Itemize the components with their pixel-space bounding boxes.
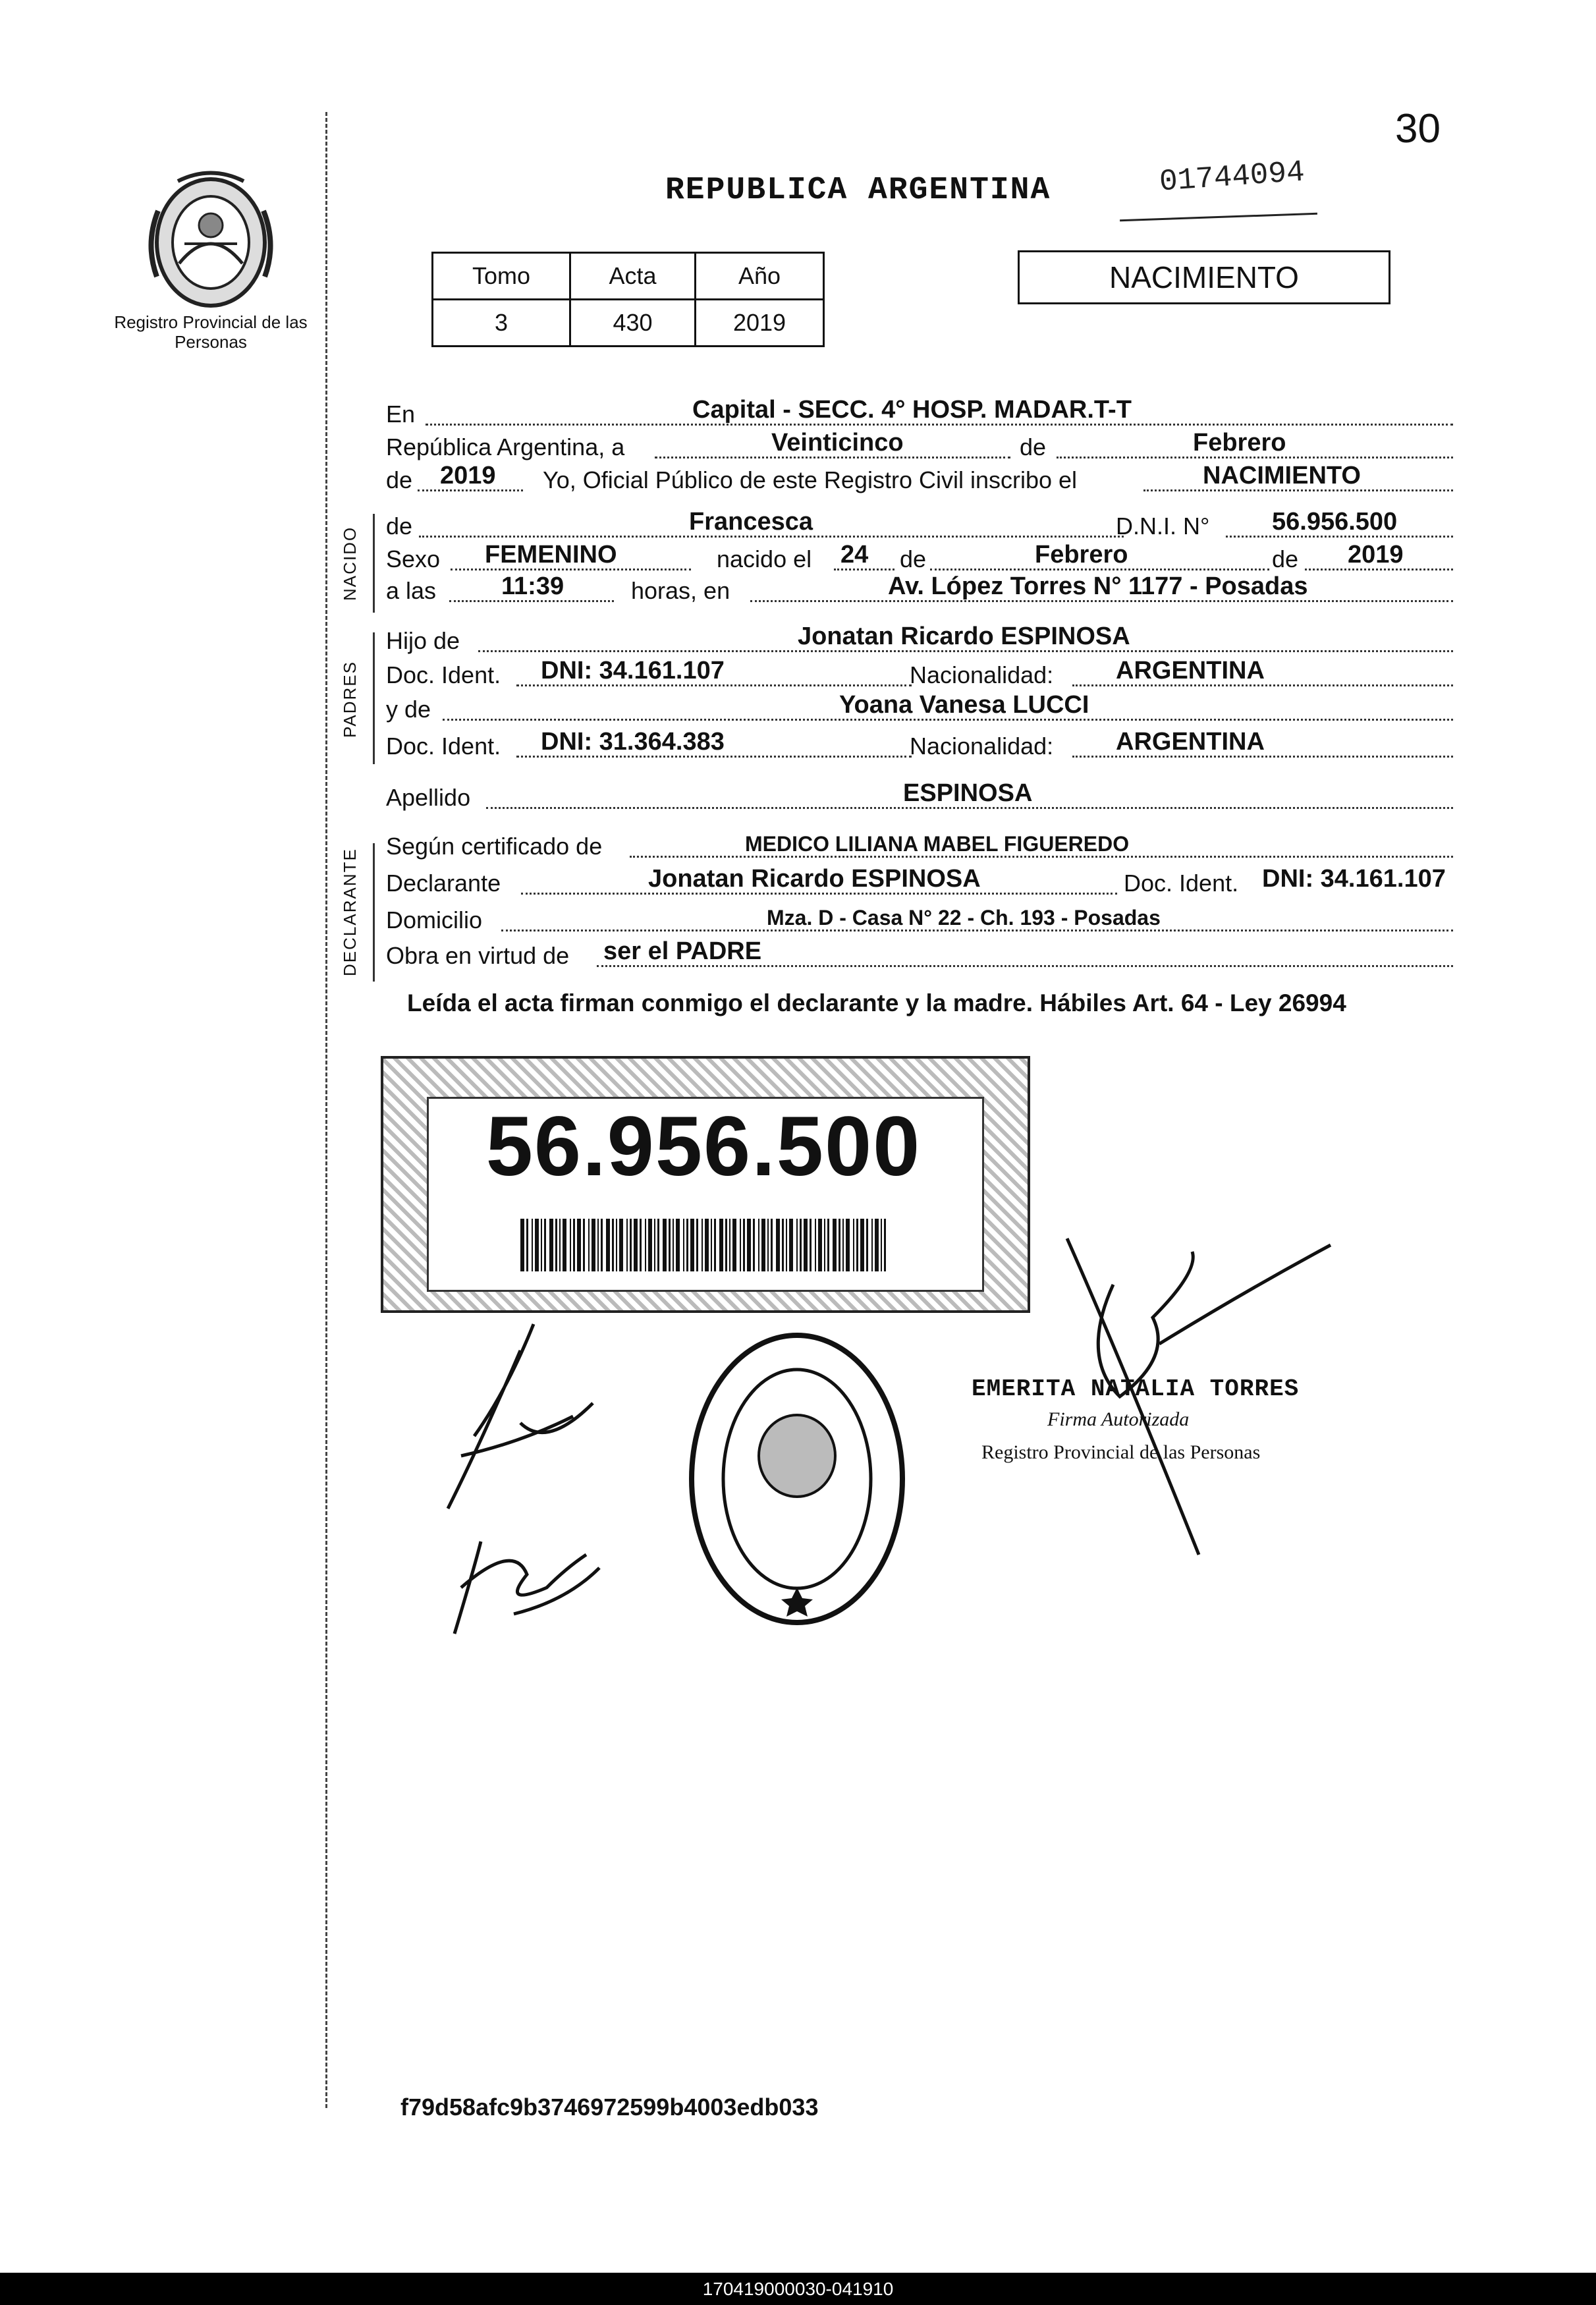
row-inscripcion (386, 461, 1453, 498)
row-obra (386, 937, 1453, 974)
label-mother-nat: Nacionalidad: (910, 733, 1054, 760)
value-year: 2019 (440, 462, 496, 489)
bracket-nacido (373, 514, 375, 613)
value-domicilio: Mza. D - Casa N° 22 - Ch. 193 - Posadas (767, 906, 1161, 930)
label-obra: Obra en virtud de (386, 942, 570, 969)
record-header-anio: Año (696, 253, 824, 300)
value-day: Veinticinco (771, 429, 904, 457)
official-office: Registro Provincial de las Personas (981, 1441, 1261, 1463)
value-father-doc: DNI: 34.161.107 (541, 657, 725, 684)
value-dni: 56.956.500 (1272, 508, 1398, 536)
value-sexo: FEMENINO (485, 541, 617, 569)
row-madre (386, 690, 1453, 727)
label-declarante: Declarante (386, 870, 501, 897)
value-birth-day: 24 (840, 541, 869, 569)
value-en: Capital - SECC. 4° HOSP. MADAR.T-T (692, 396, 1132, 424)
value-act: NACIMIENTO (1203, 462, 1361, 489)
record-table (431, 252, 825, 347)
record-value-tomo: 3 (433, 300, 570, 347)
side-label-nacido: NACIDO (340, 526, 360, 601)
label-certificado: Según certificado de (386, 833, 603, 860)
label-de2: de (386, 466, 413, 493)
label-oficial: Yo, Oficial Público de este Registro Civil inscribo el (543, 466, 1078, 493)
document-hash: f79d58afc9b3746972599b4003edb033 (400, 2094, 819, 2121)
value-birth-month: Febrero (1035, 541, 1128, 569)
label-domicilio: Domicilio (386, 906, 483, 933)
row-declarante (386, 864, 1453, 901)
label-en: En (386, 401, 416, 428)
value-father-nat: ARGENTINA (1116, 657, 1265, 684)
value-declarante: Jonatan Ricardo ESPINOSA (648, 865, 981, 893)
serial-number: 01744094 (1158, 155, 1306, 200)
label-father-nat: Nacionalidad: (910, 661, 1054, 688)
registry-round-stamp (678, 1324, 916, 1634)
row-nombre (386, 507, 1453, 544)
label-horas: horas, en (631, 577, 730, 604)
value-time: 11:39 (501, 572, 564, 600)
row-apellido (386, 779, 1453, 816)
value-name: Francesca (689, 508, 813, 536)
label-sexo: Sexo (386, 545, 441, 572)
value-place: Av. López Torres N° 1177 - Posadas (888, 572, 1308, 600)
province-seal-icon (138, 165, 283, 316)
record-type-box: NACIMIENTO (1018, 250, 1390, 304)
page-number: 30 (1395, 106, 1441, 152)
row-fecha (386, 428, 1453, 465)
footer-code: 170419000030-041910 (0, 2273, 1596, 2305)
signature-madre (435, 1515, 619, 1647)
value-mother: Yoana Vanesa LUCCI (839, 691, 1089, 719)
value-birth-year: 2019 (1348, 541, 1404, 569)
label-mother-doc: Doc. Ident. (386, 733, 501, 760)
row-en (386, 395, 1453, 432)
label-father-doc: Doc. Ident. (386, 661, 501, 688)
label-nacido: nacido el (717, 545, 812, 572)
row-hora (386, 572, 1453, 609)
document-title: REPUBLICA ARGENTINA (665, 173, 1051, 208)
label-alas: a las (386, 577, 437, 604)
label-apellido: Apellido (386, 784, 471, 811)
bracket-declarante (373, 843, 375, 982)
margin-line (325, 112, 327, 2108)
label-name: de (386, 513, 413, 540)
value-mother-nat: ARGENTINA (1116, 728, 1265, 756)
label-declarante-doc: Doc. Ident. (1124, 870, 1239, 897)
value-certificado: MEDICO LILIANA MABEL FIGUEREDO (745, 832, 1130, 856)
record-value-anio: 2019 (696, 300, 824, 347)
record-header-acta: Acta (570, 253, 696, 300)
row-certificado (386, 827, 1453, 864)
legal-note: Leída el acta firman conmigo el declarante y la madre. Hábiles Art. 64 - Ley 26994 (407, 989, 1346, 1016)
label-de4: de (1272, 545, 1299, 572)
label-de: de (1020, 433, 1047, 460)
record-value-acta: 430 (570, 300, 696, 347)
official-role: Firma Autorizada (1047, 1408, 1190, 1430)
bracket-padres (373, 632, 375, 764)
value-obra: ser el PADRE (603, 937, 762, 965)
signature-declarante (422, 1311, 632, 1535)
label-hijo: Hijo de (386, 627, 460, 654)
official-name: EMERITA NATALIA TORRES (972, 1375, 1300, 1402)
value-father: Jonatan Ricardo ESPINOSA (798, 623, 1130, 650)
value-declarante-doc: DNI: 34.161.107 (1262, 865, 1446, 893)
value-apellido: ESPINOSA (903, 779, 1033, 807)
side-label-declarante: DECLARANTE (340, 848, 360, 976)
row-padre-doc (386, 656, 1453, 693)
value-month: Febrero (1193, 429, 1286, 457)
registry-caption: Registro Provincial de las Personas (114, 312, 308, 352)
value-mother-doc: DNI: 31.364.383 (541, 728, 725, 756)
serial-underline (1120, 213, 1317, 221)
row-padre (386, 622, 1453, 659)
row-domicilio (386, 901, 1453, 938)
label-republica: República Argentina, a (386, 433, 625, 460)
side-label-padres: PADRES (340, 661, 360, 738)
label-de3: de (900, 545, 927, 572)
label-dni: D.N.I. N° (1116, 513, 1210, 540)
dni-sticker-number: 56.956.500 (485, 1099, 922, 1194)
record-header-tomo: Tomo (433, 253, 570, 300)
label-yde: y de (386, 696, 431, 723)
barcode-icon (520, 1219, 889, 1271)
row-madre-doc (386, 727, 1453, 764)
